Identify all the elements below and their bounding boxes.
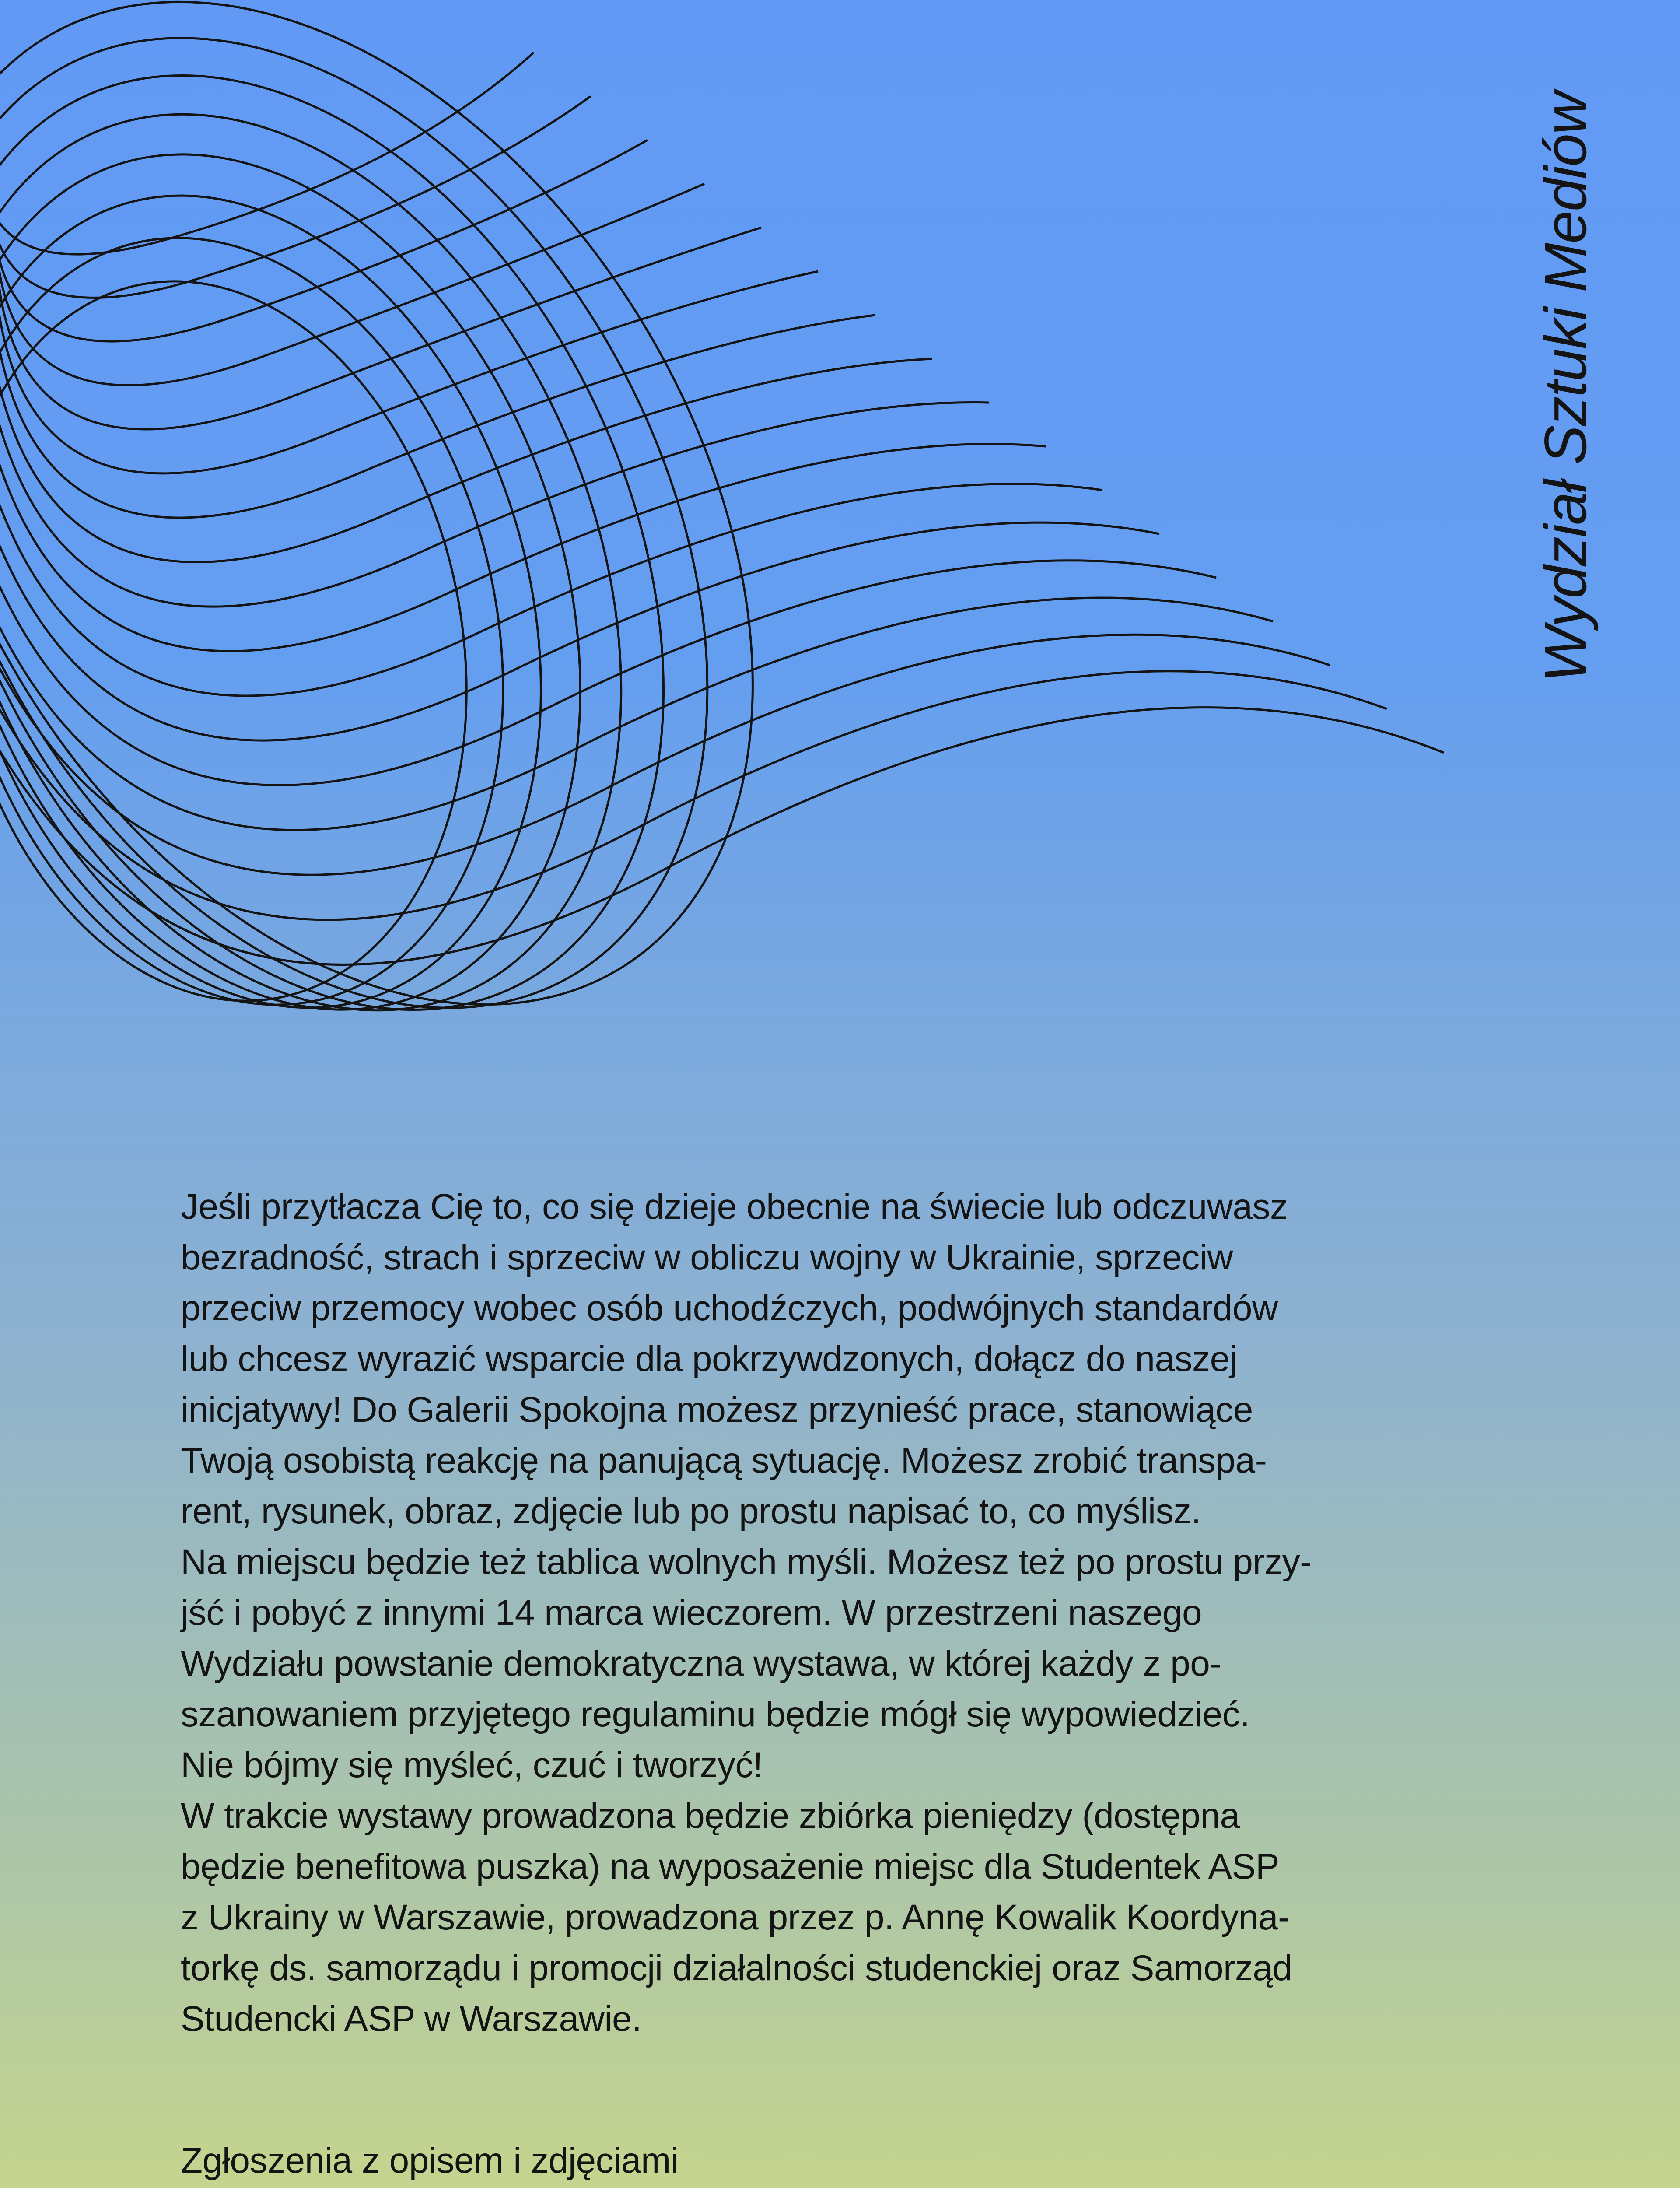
body-line: Wydziału powstanie demokratyczna wystawa, w której każdy z po- — [181, 1644, 1222, 1683]
body-line: z Ukrainy w Warszawie, prowadzona przez p. Annę Kowalik Koordyna- — [181, 1897, 1290, 1937]
arc-line — [0, 561, 1216, 785]
oval-line — [0, 9, 751, 1116]
submission-line: Zgłoszenia z opisem i zdjęciami — [181, 2141, 679, 2181]
body-text — [181, 1182, 1502, 2044]
arc-line — [0, 484, 1102, 696]
arc-line — [0, 184, 704, 385]
body-line: Twoją osobistą reakcję na panującą sytuację. Możesz zrobić transpa- — [181, 1441, 1267, 1480]
body-line: bezradność, strach i sprzeciw w obliczu wojny w Ukrainie, sprzeciw — [181, 1238, 1233, 1277]
body-line: W trakcie wystawy prowadzona będzie zbiórka pieniędzy (dostępna — [181, 1796, 1240, 1836]
arc-line — [0, 708, 1444, 965]
body-line: inicjatywy! Do Galerii Spokojna możesz przynieść prace, stanowiące — [181, 1390, 1253, 1430]
oval-line — [0, 237, 526, 1046]
arc-line — [0, 315, 875, 518]
body-line: przeciw przemocy wobec osób uchodźczych, podwójnych standardów — [181, 1288, 1278, 1328]
body-line: Studencki ASP w Warszawie. — [181, 1999, 642, 2039]
oval-line — [0, 0, 868, 1145]
arc-line — [0, 598, 1273, 830]
body-line: rent, rysunek, obraz, zdjęcie lub po prostu napisać to, co myślisz. — [181, 1491, 1201, 1531]
body-line: Na miejscu będzie też tablica wolnych myśli. Możesz też po prostu przy- — [181, 1542, 1312, 1582]
submission-line — [181, 2186, 690, 2188]
body-line: jść i pobyć z innymi 14 marca wieczorem. W przestrzeni naszego — [181, 1593, 1202, 1633]
arc-line — [0, 403, 989, 607]
sweeping-arcs — [0, 53, 1444, 964]
body-line: Jeśli przytłacza Cię to, co się dzieje obecnie na świecie lub odczuwasz — [181, 1187, 1288, 1227]
body-line: będzie benefitowa puszka) na wyposażenie miejsc dla Studentek ASP — [181, 1847, 1280, 1886]
faculty-title: Wydział Sztuki Mediów — [1532, 92, 1599, 683]
submission-info — [181, 2135, 690, 2188]
body-line: lub chcesz wyrazić wsparcie dla pokrzywdzonych, dołącz do naszej — [181, 1339, 1238, 1379]
arc-line — [0, 635, 1330, 875]
body-line: szanowaniem przyjętego regulaminu będzie mógł się wypowiedzieć. — [181, 1694, 1250, 1734]
body-line: Nie bójmy się myśleć, czuć i tworzyć! — [181, 1745, 763, 1785]
body-line: torkę ds. samorządu i promocji działalności studenckiej oraz Samorząd — [181, 1948, 1292, 1988]
arc-line — [0, 140, 648, 341]
